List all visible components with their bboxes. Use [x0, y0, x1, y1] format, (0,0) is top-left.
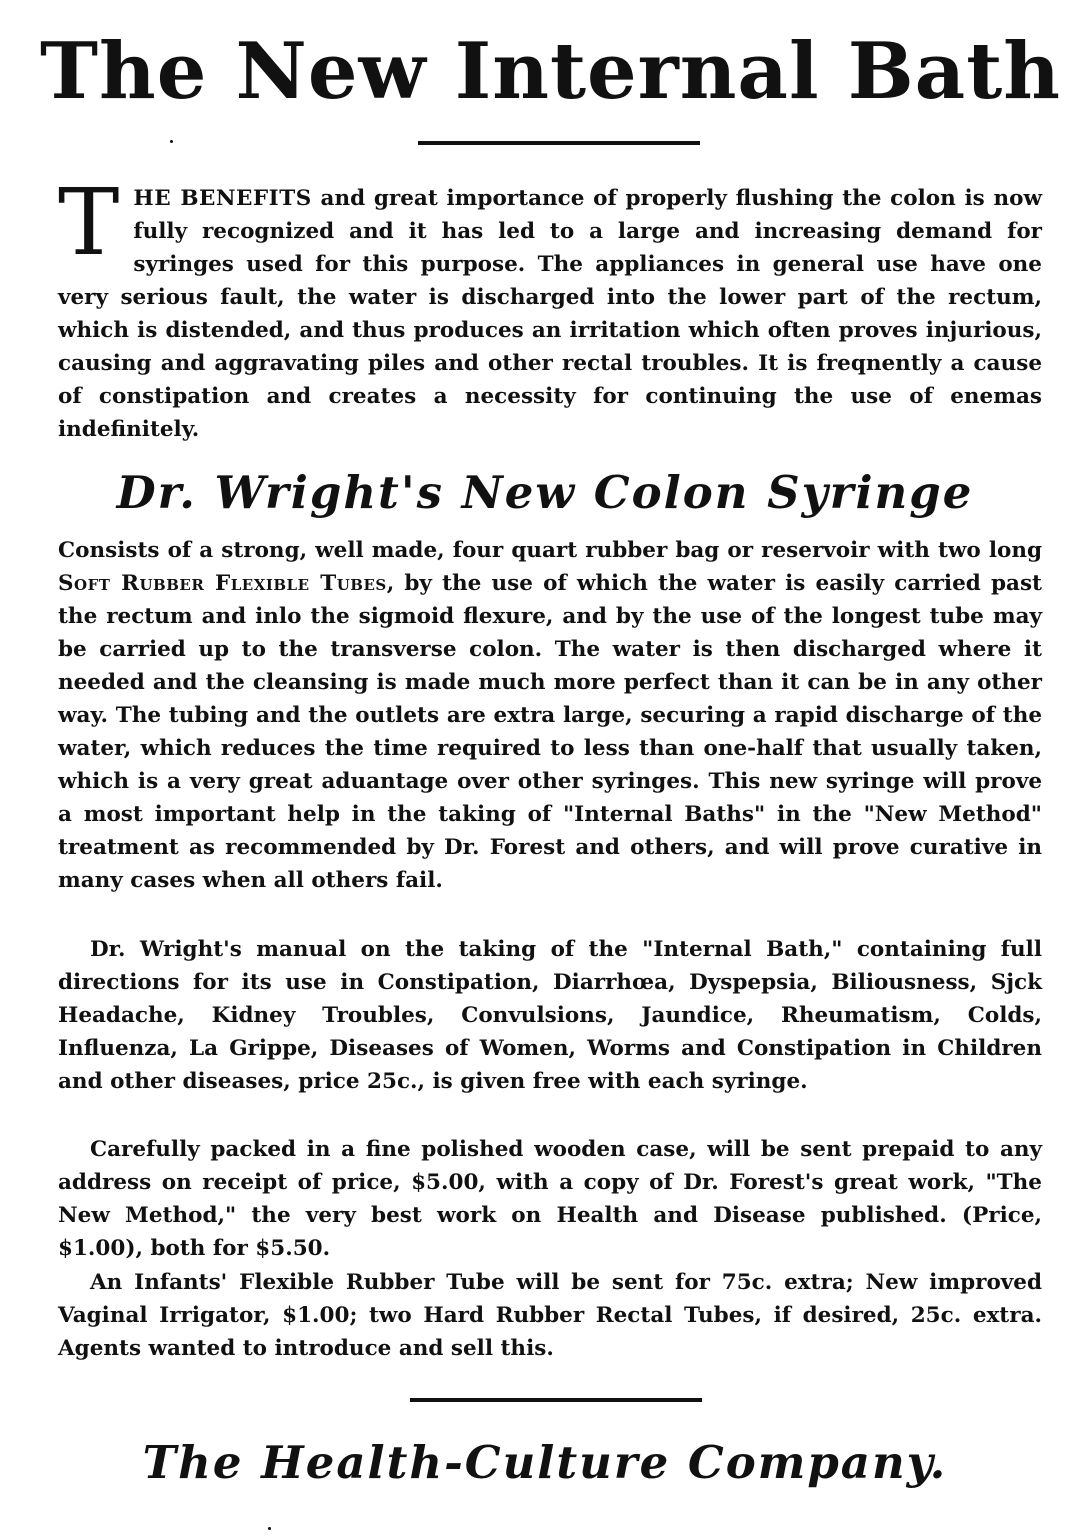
manual-paragraph: Dr. Wright's manual on the taking of the "Internal Bath," containing full directions for its use in Constipation, Diarrhœa, Dyspepsia, Biliousness, Sjck Headache, Kidney Troubles, Convulsions, Jaundice, Rheumatism, Colds, Influenza, La Grippe, Diseases of Women, Worms and Constipation in Children and other diseases, price 25c., is given free with each syringe.: [58, 937, 1042, 1094]
bottom-divider: [410, 1398, 702, 1402]
product-heading: Dr. Wright's New Colon Syringe: [116, 466, 974, 519]
page-title: The New Internal Bath: [40, 26, 1061, 117]
print-speck: [170, 140, 173, 143]
extras-paragraph: An Infants' Flexible Rubber Tube will be sent for 75c. extra; New improved Vaginal Irrigator, $1.00; two Hard Rubber Rectal Tubes, if desired, 25c. extra. Agents wanted to introduce and sell this.: [58, 1270, 1042, 1361]
description-paragraph: [58, 534, 1042, 897]
shipping-paragraph: Carefully packed in a fine polished wooden case, will be sent prepaid to any address on receipt of price, $5.00, with a copy of Dr. Forest's great work, "The New Method," the very best work on Health and Disease published. (Price, $1.00), both for $5.50.: [58, 1137, 1042, 1261]
top-divider: [418, 141, 700, 145]
publisher-name: The Health-Culture Company.: [142, 1436, 948, 1489]
intro-paragraph: [58, 169, 1042, 446]
drop-cap: T: [58, 169, 120, 276]
description-small-caps: Soft Rubber Flexible Tubes: [58, 571, 387, 596]
print-speck: [268, 1527, 271, 1530]
intro-text: and great importance of properly flushing the colon is now fully recognized and it has led to a large and increasing demand for syringes used for this purpose. The appliances in general use have one very serious fault, the water is discharged into the lower part of the rectum, which is distended, and thus produces an irritation which often proves injurious, causing and aggravating piles and other rectal troubles. It is freqnently a cause of constipation and creates a necessity for continuing the use of enemas indefinitely.: [58, 186, 1042, 442]
description-before: Consists of a strong, well made, four quart rubber bag or reservoir with two long: [58, 538, 1042, 563]
intro-lead: HE BENEFITS: [133, 186, 312, 211]
description-after: , by the use of which the water is easily carried past the rectum and inlo the sigmoid flexure, and by the use of the longest tube may be carried up to the transverse colon. The water is then discharged where it needed and the cleansing is made much more perfect than it can be in any other way. The tubing and the outlets are extra large, securing a rapid discharge of the water, which reduces the time required to less than one-half that usually taken, which is a very great aduantage over other syringes. This new syringe will prove a most important help in the taking of "Internal Baths" in the "New Method" treatment as recommended by Dr. Forest and others, and will prove curative in many cases when all others fail.: [58, 571, 1042, 893]
